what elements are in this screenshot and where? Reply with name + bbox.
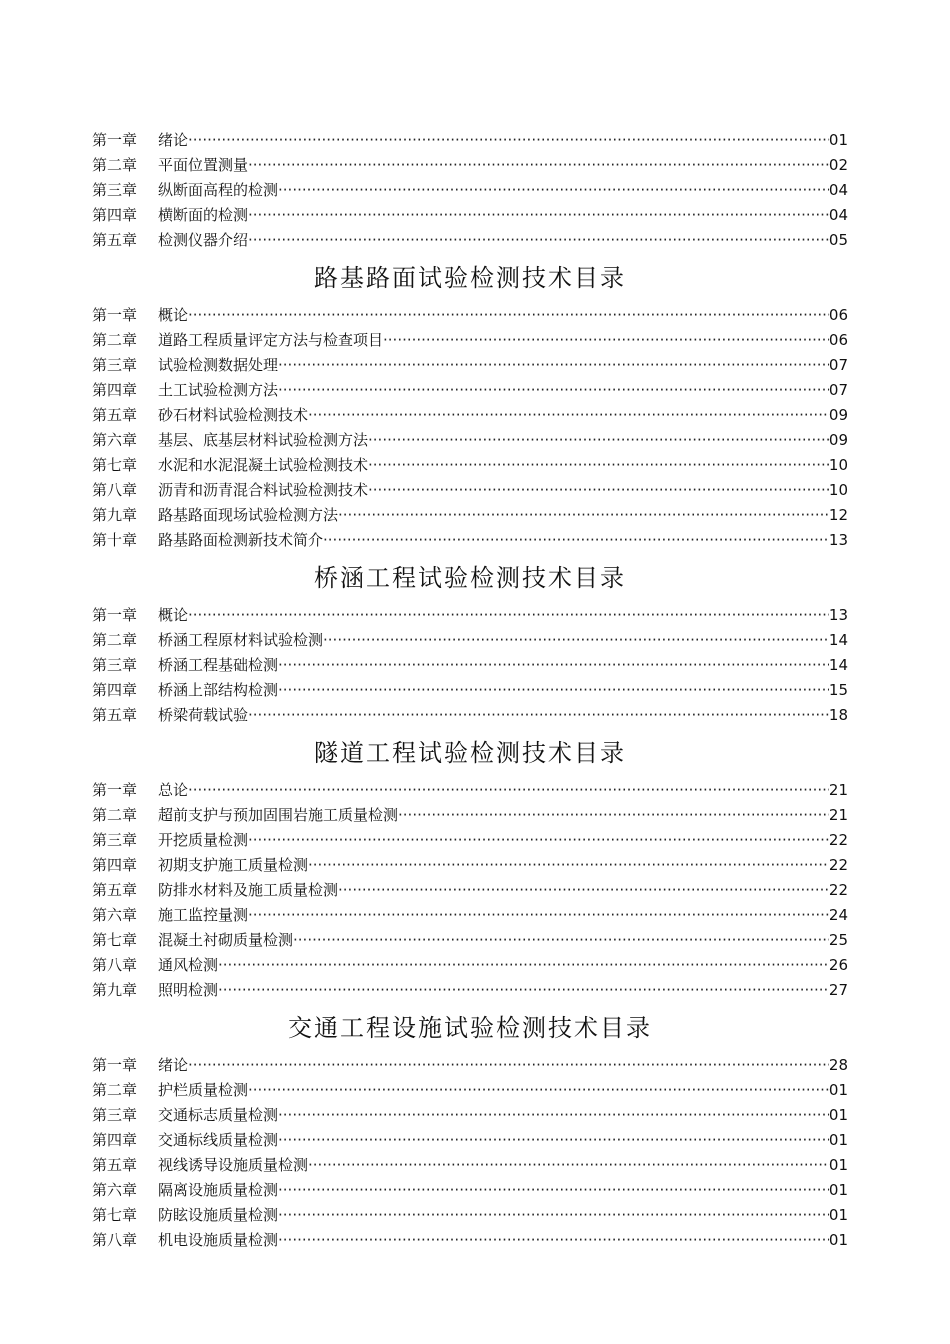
- chapter-title: 概论: [158, 306, 189, 324]
- page-number: 01: [828, 1206, 848, 1224]
- toc-section-bridge: [92, 553, 848, 728]
- page-number: 28: [828, 1056, 848, 1074]
- chapter-number: 第十章: [92, 531, 138, 549]
- chapter-title: 平面位置测量: [158, 156, 249, 174]
- chapter-title: 护栏质量检测: [158, 1081, 249, 1099]
- dot-leader: [338, 878, 829, 903]
- dot-leader: [278, 353, 829, 378]
- chapter-title: 施工监控量测: [158, 906, 249, 924]
- chapter-number: 第二章: [92, 1081, 138, 1099]
- dot-leader: [323, 628, 829, 653]
- page-number: 13: [828, 606, 848, 624]
- chapter-title: 砂石材料试验检测技术: [158, 406, 309, 424]
- chapter-title: 混凝土衬砌质量检测: [158, 931, 294, 949]
- chapter-title: 通风检测: [158, 956, 219, 974]
- dot-leader: [248, 903, 829, 928]
- toc-entry[interactable]: [92, 853, 848, 878]
- dot-leader: [248, 153, 829, 178]
- toc-entry[interactable]: [92, 628, 848, 653]
- chapter-title: 概论: [158, 606, 189, 624]
- toc-entry[interactable]: [92, 503, 848, 528]
- dot-leader: [188, 303, 829, 328]
- toc-entry[interactable]: [92, 953, 848, 978]
- toc-entry[interactable]: [92, 828, 848, 853]
- chapter-title: 桥涵工程基础检测: [158, 656, 279, 674]
- chapter-title: 初期支护施工质量检测: [158, 856, 309, 874]
- dot-leader: [188, 1053, 829, 1078]
- page-number: 13: [828, 531, 848, 549]
- toc-entry[interactable]: [92, 603, 848, 628]
- chapter-title: 开挖质量检测: [158, 831, 249, 849]
- toc-entry[interactable]: [92, 178, 848, 203]
- toc-entry[interactable]: [92, 653, 848, 678]
- dot-leader: [308, 403, 829, 428]
- dot-leader: [188, 778, 829, 803]
- page-number: 09: [828, 431, 848, 449]
- page-number: 14: [828, 656, 848, 674]
- chapter-number: 第六章: [92, 1181, 138, 1199]
- toc-entry[interactable]: [92, 678, 848, 703]
- dot-leader: [278, 1203, 829, 1228]
- page-number: 01: [828, 1081, 848, 1099]
- dot-leader: [248, 828, 829, 853]
- chapter-title: 桥梁荷载试验: [158, 706, 249, 724]
- page-number: 14: [828, 631, 848, 649]
- chapter-title: 道路工程质量评定方法与检查项目: [158, 331, 384, 349]
- chapter-number: 第五章: [92, 231, 138, 249]
- chapter-title: 纵断面高程的检测: [158, 181, 279, 199]
- page-number: 27: [828, 981, 848, 999]
- chapter-number: 第六章: [92, 431, 138, 449]
- chapter-title: 防排水材料及施工质量检测: [158, 881, 339, 899]
- page-number: 01: [828, 1106, 848, 1124]
- chapter-number: 第一章: [92, 606, 138, 624]
- chapter-number: 第二章: [92, 631, 138, 649]
- chapter-title: 照明检测: [158, 981, 219, 999]
- chapter-number: 第七章: [92, 456, 138, 474]
- dot-leader: [338, 503, 829, 528]
- page-number: 22: [828, 831, 848, 849]
- chapter-title: 土工试验检测方法: [158, 381, 279, 399]
- dot-leader: [248, 203, 829, 228]
- chapter-title: 水泥和水泥混凝土试验检测技术: [158, 456, 369, 474]
- dot-leader: [278, 653, 829, 678]
- toc-entry[interactable]: [92, 1203, 848, 1228]
- chapter-title: 路基路面现场试验检测方法: [158, 506, 339, 524]
- toc-entry[interactable]: [92, 228, 848, 253]
- chapter-number: 第一章: [92, 1056, 138, 1074]
- page-number: 02: [828, 156, 848, 174]
- chapter-title: 路基路面检测新技术简介: [158, 531, 324, 549]
- page-number: 21: [828, 781, 848, 799]
- chapter-number: 第三章: [92, 656, 138, 674]
- chapter-number: 第七章: [92, 1206, 138, 1224]
- dot-leader: [278, 378, 829, 403]
- chapter-title: 交通标线质量检测: [158, 1131, 279, 1149]
- toc-entry[interactable]: [92, 528, 848, 553]
- toc-entry[interactable]: [92, 1103, 848, 1128]
- chapter-number: 第三章: [92, 1106, 138, 1124]
- chapter-title: 基层、底基层材料试验检测方法: [158, 431, 369, 449]
- dot-leader: [248, 1078, 829, 1103]
- chapter-number: 第二章: [92, 806, 138, 824]
- dot-leader: [218, 953, 829, 978]
- page-number: 18: [828, 706, 848, 724]
- toc-entry[interactable]: [92, 378, 848, 403]
- chapter-title: 交通标志质量检测: [158, 1106, 279, 1124]
- chapter-title: 横断面的检测: [158, 206, 249, 224]
- page-number: 10: [828, 481, 848, 499]
- chapter-number: 第一章: [92, 781, 138, 799]
- toc-entry[interactable]: [92, 303, 848, 328]
- toc-entry[interactable]: [92, 703, 848, 728]
- toc-entry[interactable]: [92, 878, 848, 903]
- chapter-number: 第三章: [92, 356, 138, 374]
- dot-leader: [188, 128, 829, 153]
- toc-entry[interactable]: [92, 203, 848, 228]
- toc-entry[interactable]: [92, 928, 848, 953]
- page-number: 06: [828, 331, 848, 349]
- chapter-number: 第八章: [92, 956, 138, 974]
- chapter-title: 总论: [158, 781, 189, 799]
- section-heading: 隧道工程试验检测技术目录: [314, 739, 626, 767]
- chapter-number: 第一章: [92, 131, 138, 149]
- page-number: 01: [828, 131, 848, 149]
- chapter-title: 机电设施质量检测: [158, 1231, 279, 1249]
- toc-entry[interactable]: [92, 453, 848, 478]
- toc-entry[interactable]: [92, 978, 848, 1003]
- dot-leader: [278, 1228, 829, 1253]
- chapter-title: 试验检测数据处理: [158, 356, 279, 374]
- page-number: 04: [828, 206, 848, 224]
- page-number: 09: [828, 406, 848, 424]
- chapter-number: 第三章: [92, 181, 138, 199]
- page-number: 15: [828, 681, 848, 699]
- dot-leader: [368, 453, 829, 478]
- dot-leader: [398, 803, 829, 828]
- page-number: 01: [828, 1156, 848, 1174]
- toc-entry[interactable]: [92, 1128, 848, 1153]
- dot-leader: [188, 603, 829, 628]
- chapter-number: 第四章: [92, 206, 138, 224]
- page-number: 12: [828, 506, 848, 524]
- chapter-title: 桥涵上部结构检测: [158, 681, 279, 699]
- chapter-number: 第五章: [92, 881, 138, 899]
- dot-leader: [218, 978, 829, 1003]
- dot-leader: [278, 1178, 829, 1203]
- dot-leader: [368, 428, 829, 453]
- chapter-number: 第一章: [92, 306, 138, 324]
- chapter-number: 第七章: [92, 931, 138, 949]
- chapter-number: 第八章: [92, 1231, 138, 1249]
- chapter-title: 桥涵工程原材料试验检测: [158, 631, 324, 649]
- chapter-number: 第三章: [92, 831, 138, 849]
- dot-leader: [278, 1128, 829, 1153]
- chapter-number: 第二章: [92, 156, 138, 174]
- toc-section-roadbed: [92, 253, 848, 553]
- chapter-title: 绪论: [158, 131, 189, 149]
- chapter-number: 第九章: [92, 506, 138, 524]
- toc-entry[interactable]: [92, 1228, 848, 1253]
- toc-entry[interactable]: [92, 1178, 848, 1203]
- dot-leader: [278, 678, 829, 703]
- chapter-number: 第八章: [92, 481, 138, 499]
- chapter-title: 隔离设施质量检测: [158, 1181, 279, 1199]
- page-number: 10: [828, 456, 848, 474]
- page-number: 05: [828, 231, 848, 249]
- chapter-title: 沥青和沥青混合料试验检测技术: [158, 481, 369, 499]
- dot-leader: [278, 178, 829, 203]
- toc-entry[interactable]: [92, 153, 848, 178]
- toc-entry[interactable]: [92, 778, 848, 803]
- chapter-title: 防眩设施质量检测: [158, 1206, 279, 1224]
- chapter-title: 超前支护与预加固围岩施工质量检测: [158, 806, 399, 824]
- toc-entry[interactable]: [92, 1053, 848, 1078]
- chapter-number: 第四章: [92, 381, 138, 399]
- toc-entry[interactable]: [92, 128, 848, 153]
- page-number: 01: [828, 1131, 848, 1149]
- page-number: 24: [828, 906, 848, 924]
- section-heading: 桥涵工程试验检测技术目录: [314, 564, 626, 592]
- table-of-contents: [92, 128, 848, 1253]
- toc-section-traffic: [92, 1003, 848, 1253]
- chapter-number: 第二章: [92, 331, 138, 349]
- section-heading: 交通工程设施试验检测技术目录: [288, 1014, 652, 1042]
- dot-leader: [323, 528, 829, 553]
- chapter-number: 第五章: [92, 706, 138, 724]
- dot-leader: [308, 1153, 829, 1178]
- toc-entry[interactable]: [92, 1153, 848, 1178]
- page-number: 26: [828, 956, 848, 974]
- chapter-number: 第四章: [92, 681, 138, 699]
- toc-entry[interactable]: [92, 353, 848, 378]
- chapter-title: 绪论: [158, 1056, 189, 1074]
- section-heading: 路基路面试验检测技术目录: [314, 264, 626, 292]
- toc-entry[interactable]: [92, 803, 848, 828]
- page-number: 01: [828, 1231, 848, 1249]
- toc-entry[interactable]: [92, 403, 848, 428]
- dot-leader: [248, 703, 829, 728]
- chapter-number: 第五章: [92, 1156, 138, 1174]
- page-number: 22: [828, 881, 848, 899]
- dot-leader: [293, 928, 829, 953]
- page-number: 22: [828, 856, 848, 874]
- page-number: 01: [828, 1181, 848, 1199]
- toc-entry[interactable]: [92, 328, 848, 353]
- page-number: 07: [828, 356, 848, 374]
- dot-leader: [308, 853, 829, 878]
- page-number: 21: [828, 806, 848, 824]
- toc-entry[interactable]: [92, 903, 848, 928]
- chapter-title: 检测仪器介绍: [158, 231, 249, 249]
- chapter-number: 第九章: [92, 981, 138, 999]
- page-number: 25: [828, 931, 848, 949]
- chapter-title: 视线诱导设施质量检测: [158, 1156, 309, 1174]
- dot-leader: [278, 1103, 829, 1128]
- toc-entry[interactable]: [92, 478, 848, 503]
- dot-leader: [368, 478, 829, 503]
- intro-toc-list: [92, 128, 848, 253]
- page-number: 06: [828, 306, 848, 324]
- chapter-number: 第五章: [92, 406, 138, 424]
- toc-entry[interactable]: [92, 428, 848, 453]
- toc-section-tunnel: [92, 728, 848, 1003]
- dot-leader: [248, 228, 829, 253]
- chapter-number: 第六章: [92, 906, 138, 924]
- page-number: 04: [828, 181, 848, 199]
- chapter-number: 第四章: [92, 856, 138, 874]
- page-number: 07: [828, 381, 848, 399]
- toc-entry[interactable]: [92, 1078, 848, 1103]
- dot-leader: [383, 328, 829, 353]
- chapter-number: 第四章: [92, 1131, 138, 1149]
